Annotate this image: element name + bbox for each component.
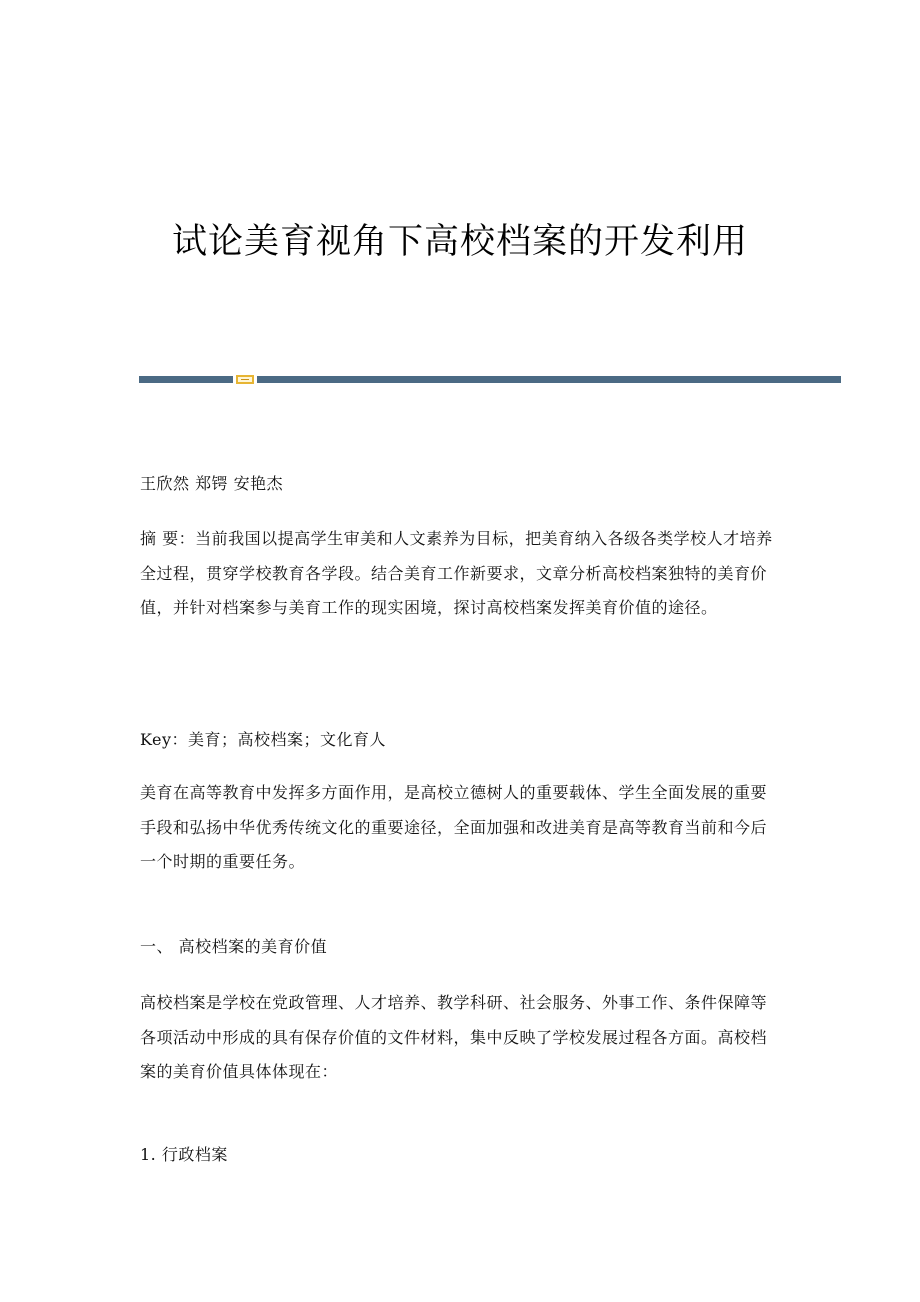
keywords: Key：美育；高校档案；文化育人 (140, 730, 387, 749)
subsection-heading: 1. 行政档案 (140, 1145, 228, 1164)
divider-bar-right (257, 376, 841, 383)
abstract: 摘 要：当前我国以提高学生审美和人文素养为目标，把美育纳入各级各类学校人才培养全过程，贯穿学校教育各学段。结合美育工作新要求，文章分析高校档案独特的美育价值，并针对档案参与美育工作的现实困境，探讨高校档案发挥美育价值的途径。 (140, 529, 773, 617)
divider-ornament-icon (236, 375, 254, 384)
section-heading: 一、 高校档案的美育价值 (140, 937, 328, 956)
authors: 王欣然 郑锷 安艳杰 (140, 474, 284, 493)
intro-paragraph: 美育在高等教育中发挥多方面作用，是高校立德树人的重要载体、学生全面发展的重要手段和弘扬中华优秀传统文化的重要途径，全面加强和改进美育是高等教育当前和今后一个时期的重要任务。 (140, 783, 768, 871)
document-title: 试论美育视角下高校档案的开发利用 (171, 222, 748, 262)
divider-bar-left (139, 376, 233, 383)
title-divider (139, 375, 841, 383)
section-body: 高校档案是学校在党政管理、人才培养、教学科研、社会服务、外事工作、条件保障等各项活动中形成的具有保存价值的文件材料，集中反映了学校发展过程各方面。高校档案的美育价值具体体现在： (140, 993, 768, 1081)
